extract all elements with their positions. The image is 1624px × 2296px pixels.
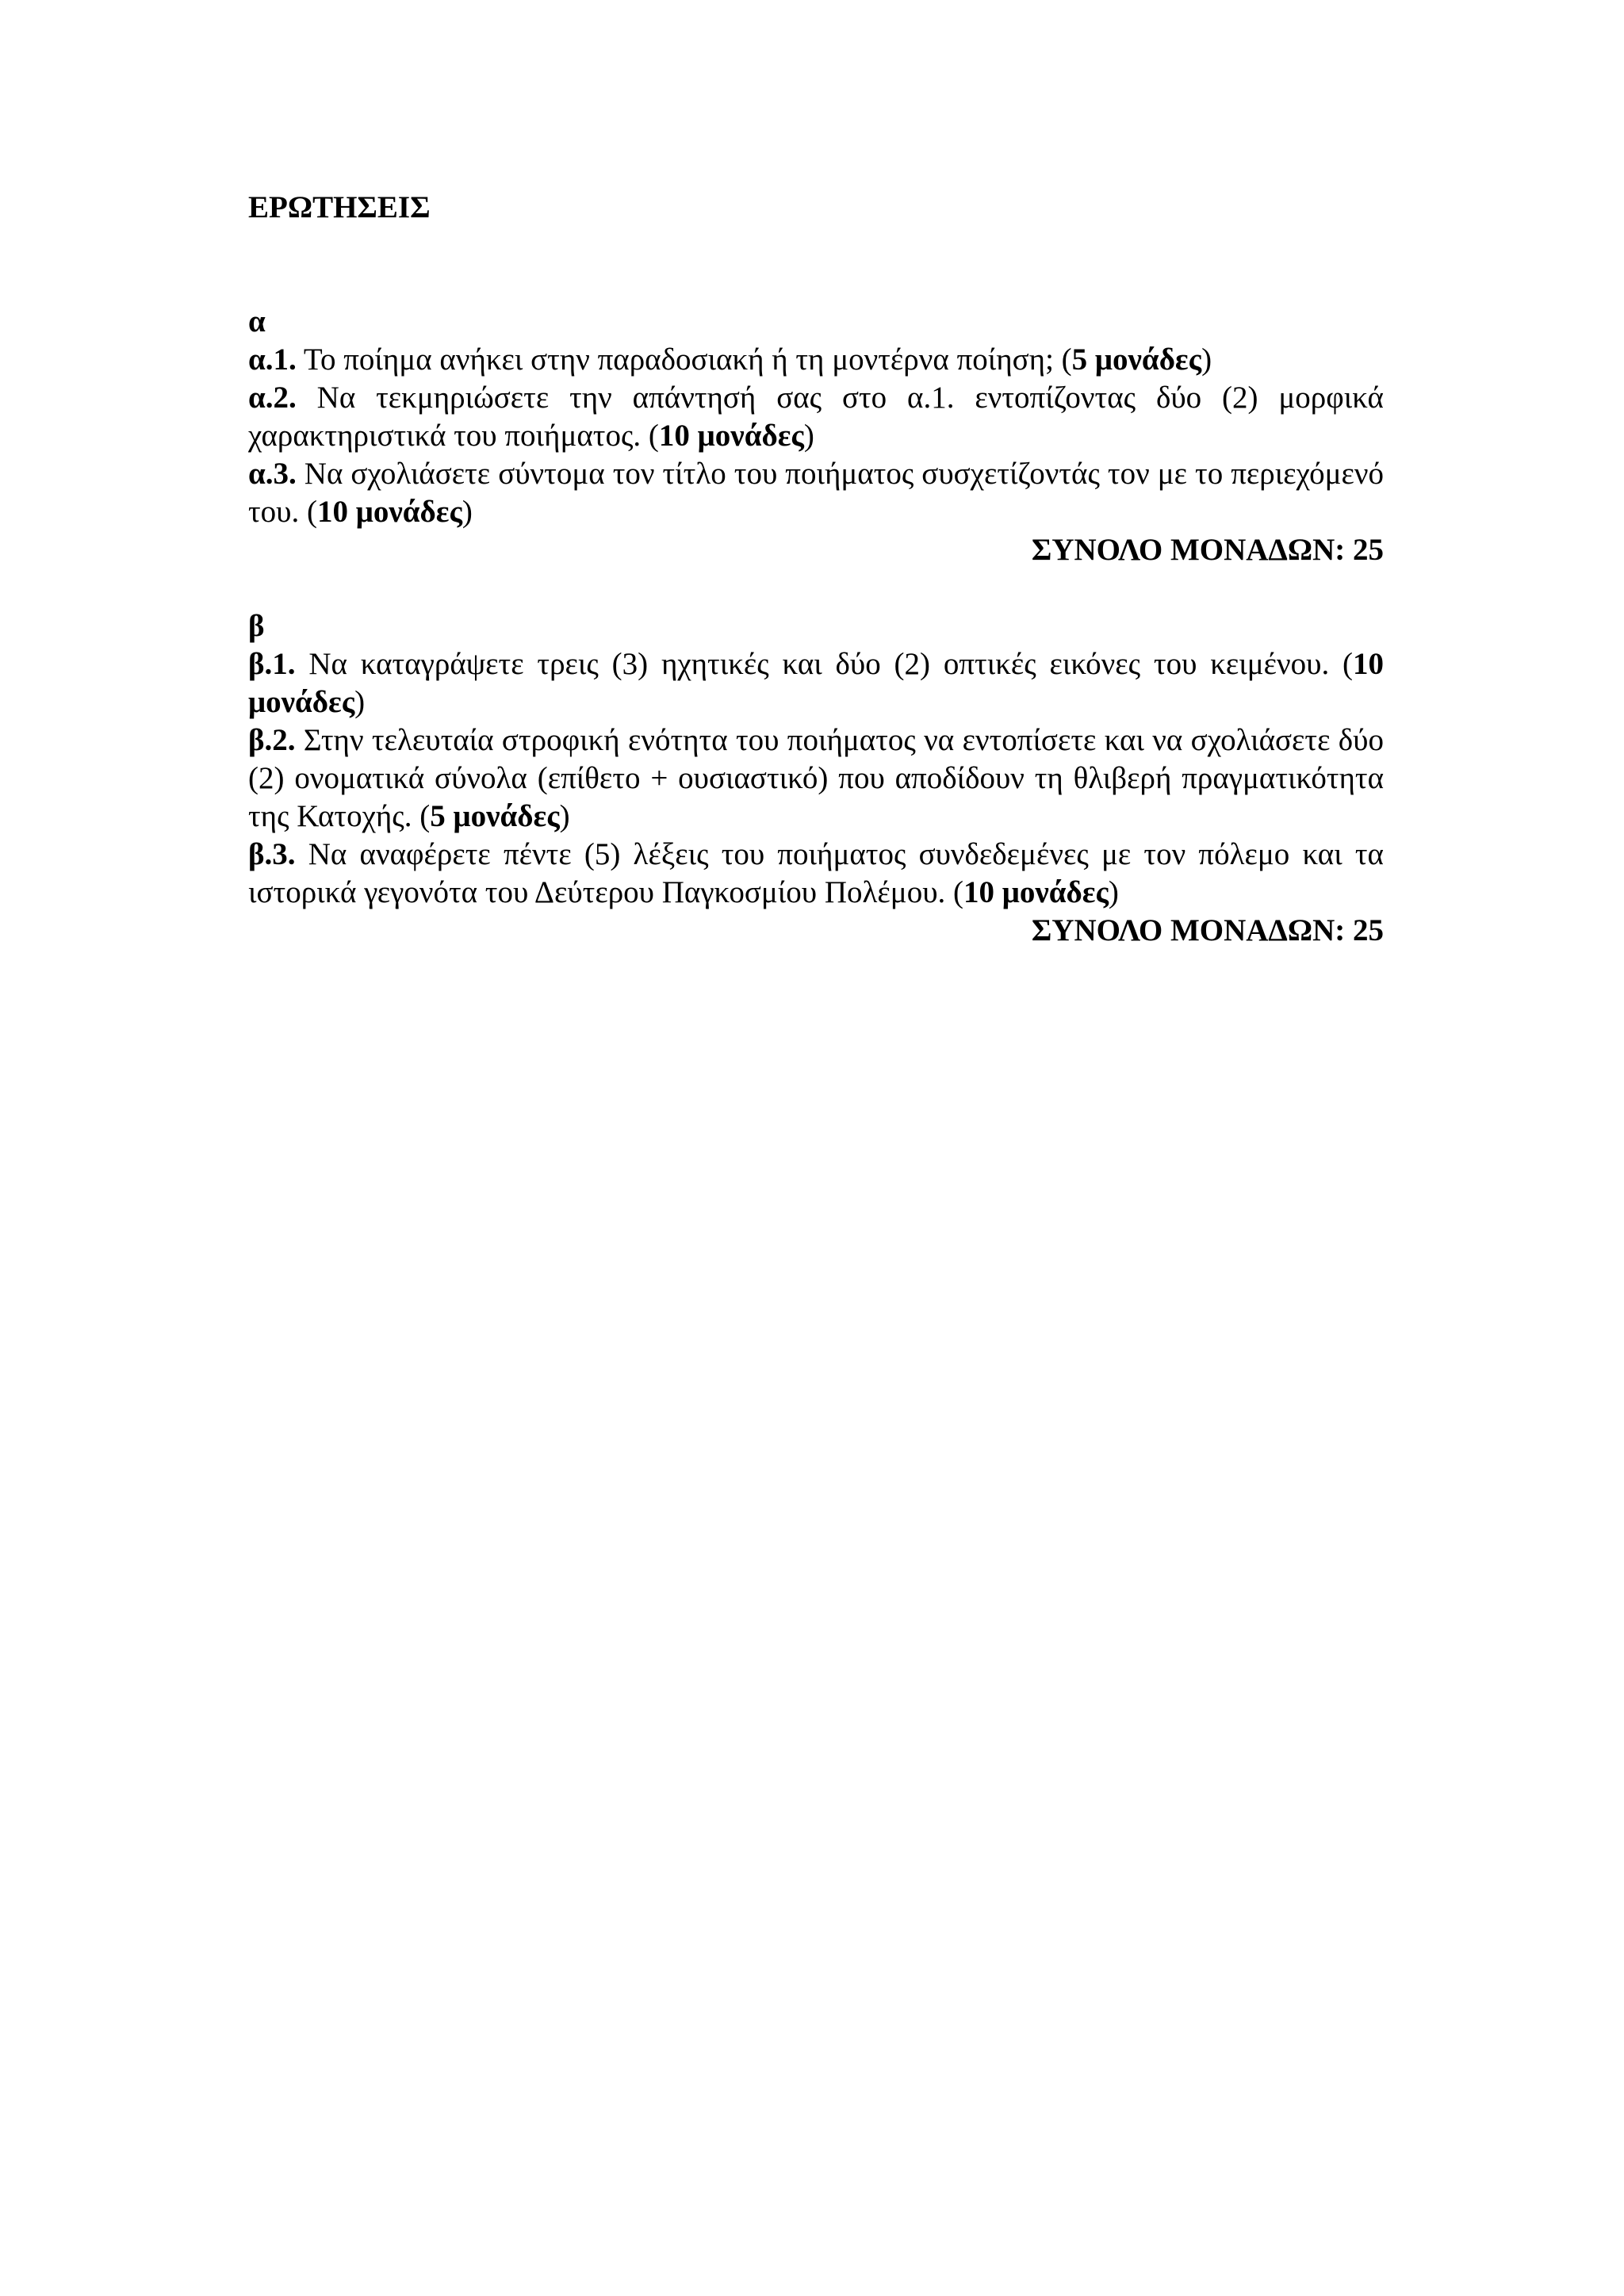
question-points: 10 μονάδες (963, 875, 1109, 909)
question-close: ) (1108, 875, 1119, 909)
question-b3 (248, 836, 1384, 912)
section-letter-a: α (248, 304, 266, 339)
section-a-total: ΣΥΝΟΛΟ ΜΟΝΑΔΩΝ: 25 (1031, 533, 1384, 567)
question-points: 5 μονάδες (1071, 342, 1202, 377)
question-text: Το ποίημα ανήκει στην παραδοσιακή ή τη μοντέρνα ποίηση; ( (296, 342, 1072, 377)
question-text: Να καταγράψετε τρεις (3) ηχητικές και δύο (2) οπτικές εικόνες του κειμένου. ( (295, 647, 1353, 681)
question-b2 (248, 721, 1384, 836)
section-gap (248, 569, 1384, 607)
question-close: ) (1201, 342, 1212, 377)
document-page (248, 189, 1384, 950)
title-gap (248, 227, 1384, 303)
question-a3 (248, 455, 1384, 531)
question-a2 (248, 379, 1384, 455)
question-number: α.3. (248, 457, 297, 491)
page-title: ΕΡΩΤΗΣΕΙΣ (248, 190, 431, 224)
question-text: Να τεκμηριώσετε την απάντησή σας στο α.1. εντοπίζοντας δύο (2) μορφικά χαρακτηριστικά του ποιήματος. ( (248, 381, 1384, 453)
question-number: β.2. (248, 723, 296, 757)
question-points: 10 μονάδες (248, 647, 1384, 719)
question-a1 (248, 341, 1384, 379)
question-number: α.1. (248, 342, 297, 377)
question-b1 (248, 645, 1384, 721)
question-close: ) (559, 799, 570, 833)
question-text: Στην τελευταία στροφική ενότητα του ποιήματος να εντοπίσετε και να σχολιάσετε δύο (2) ονοματικά σύνολα (επίθετο + ουσιαστικό) που αποδίδουν τη θλιβερή πραγματικότητα της Κατοχής. ( (248, 723, 1384, 833)
section-b-total: ΣΥΝΟΛΟ ΜΟΝΑΔΩΝ: 25 (1031, 913, 1384, 947)
section-letter-b: β (248, 609, 265, 643)
question-close: ) (803, 419, 814, 453)
question-points: 5 μονάδες (430, 799, 560, 833)
question-points: 10 μονάδες (658, 419, 804, 453)
question-close: ) (354, 685, 366, 719)
question-points: 10 μονάδες (316, 495, 462, 529)
question-number: α.2. (248, 381, 297, 415)
question-number: β.3. (248, 837, 296, 871)
question-close: ) (462, 495, 473, 529)
question-text: Να αναφέρετε πέντε (5) λέξεις του ποιήματος συνδεδεμένες με τον πόλεμο και τα ιστορικά γεγονότα του Δεύτερου Παγκοσμίου Πολέμου. ( (248, 837, 1384, 909)
question-number: β.1. (248, 647, 296, 681)
question-text: Να σχολιάσετε σύντομα τον τίτλο του ποιήματος συσχετίζοντάς τον με το περιεχόμενό του. ( (248, 457, 1384, 529)
